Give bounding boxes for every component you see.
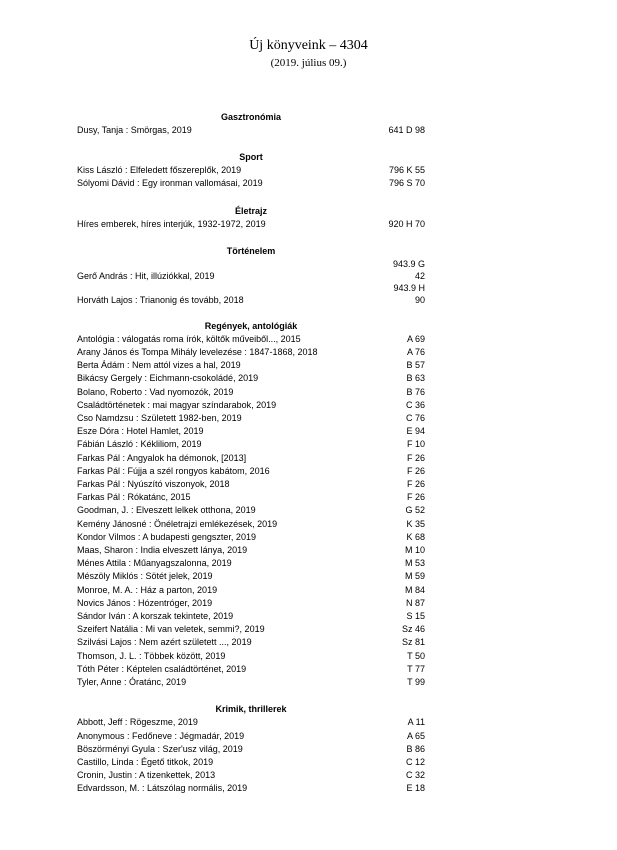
book-entry [77,177,425,190]
book-title: Híres emberek, híres interjúk, 1932-1972, 2019 [77,218,266,229]
section [77,110,425,137]
shelf-mark: T 99 [407,677,425,688]
book-entry [77,756,425,769]
book-title: Horváth Lajos : Trianonig és tovább, 2018 [77,294,244,305]
shelf-mark [393,282,425,306]
shelf-mark: C 36 [405,399,425,410]
book-entry [77,584,425,597]
shelf-mark: T 77 [407,663,425,674]
page-title: Új könyveink – 4304 [249,38,368,53]
shelf-mark: 796 K 55 [388,165,425,176]
book-title: Sándor Iván : A korszak tekintete, 2019 [77,611,234,622]
book-title: Arany János és Tompa Mihály levelezése : 1847-1868, 2018 [77,347,318,358]
book-title: Szilvási Lajos : Nem azért született ..., 2019 [77,637,252,648]
shelf-mark: C 12 [405,756,425,767]
section [77,319,425,689]
book-title: Bolano, Roberto : Vad nyomozók, 2019 [77,386,234,397]
book-list [77,110,425,809]
shelf-mark: F 10 [406,439,425,450]
book-entry [77,716,425,729]
book-entry [77,743,425,756]
book-title: Sólyomi Dávid : Egy ironman vallomásai, 2019 [77,178,263,189]
book-entry [77,504,425,517]
shelf-mark: C 32 [405,770,425,781]
book-title: Farkas Pál : Nyúszító viszonyok, 2018 [77,479,230,490]
shelf-mark: Sz 81 [401,637,425,648]
book-title: Cronin, Justin : A tizenkettek, 2013 [77,770,216,781]
book-title: Abbott, Jeff : Rögeszme, 2019 [77,717,198,728]
shelf-mark: Sz 46 [401,624,425,635]
shelf-mark: B 57 [406,360,425,371]
book-title: Gerő András : Hit, illúziókkal, 2019 [77,270,215,281]
book-title: Fábián László : Kékliliom, 2019 [77,439,202,450]
book-entry [77,452,425,465]
book-title: Goodman, J. : Elveszett lelkek otthona, 2019 [77,505,256,516]
shelf-mark: M 10 [404,545,425,556]
book-entry [77,491,425,504]
book-title: Ménes Attila : Műanyagszalonna, 2019 [77,558,232,569]
book-title: Böszörményi Gyula : Szer'usz világ, 2019 [77,743,243,754]
book-entry [77,346,425,359]
section-title: Gasztronómia [220,112,281,122]
book-title: Castillo, Linda : Égető titkok, 2019 [77,756,214,767]
book-title: Monroe, M. A. : Ház a parton, 2019 [77,584,218,595]
book-entry [77,478,425,491]
shelf-mark: B 86 [406,743,425,754]
shelf-mark: A 76 [406,347,425,358]
book-entry [77,386,425,399]
section-title: Krimik, thrillerek [215,704,287,715]
book-title: Szeifert Natália : Mi van veletek, semmi?, 2019 [77,624,265,635]
book-entry [77,531,425,544]
shelf-mark: S 15 [406,611,425,622]
shelf-mark: B 76 [406,386,425,397]
book-entry [77,636,425,649]
shelf-mark: F 26 [406,492,425,503]
book-entry [77,730,425,743]
section-title: Sport [239,152,263,163]
book-title: Dusy, Tanja : Smörgas, 2019 [77,125,192,135]
book-entry [77,610,425,623]
shelf-mark: F 26 [406,465,425,476]
section [77,204,425,231]
book-entry [77,518,425,531]
book-entry [77,663,425,676]
book-entry [77,623,425,636]
book-title: Novics János : Hózentróger, 2019 [77,597,213,608]
book-entry [77,359,425,372]
book-title: Kemény Jánosné : Önéletrajzi emlékezések, 2019 [77,518,278,529]
book-entry [77,438,425,451]
shelf-mark: B 63 [406,373,425,384]
shelf-mark: F 26 [406,452,425,463]
book-entry [77,570,425,583]
section-title: Történelem [226,245,276,256]
shelf-mark-line: 943.9 H [393,282,425,293]
book-entry [77,676,425,689]
book-title: Edvardsson, M. : Látszólag normális, 2019 [77,783,248,794]
book-entry [77,258,425,282]
book-entry [77,372,425,385]
shelf-mark: K 35 [406,518,425,529]
shelf-mark: M 53 [404,558,425,569]
section [77,150,425,190]
shelf-mark: C 76 [405,413,425,424]
shelf-mark: F 26 [406,479,425,490]
book-entry [77,650,425,663]
book-title: Farkas Pál : Angyalok ha démonok, [2013] [77,452,247,463]
book-entry [77,282,425,306]
shelf-mark: E 94 [406,426,425,437]
book-title: Cso Namdzsu : Született 1982-ben, 2019 [77,413,242,424]
shelf-mark-line: 943.9 G [392,258,425,269]
book-title: Tyler, Anne : Óratánc, 2019 [77,677,187,688]
book-title: Berta Ádám : Nem attól vizes a hal, 2019 [77,360,241,371]
book-title: Antológia : válogatás roma írók, költők műveiből..., 2015 [77,333,301,344]
page-subtitle-date: (2019. július 09.) [270,57,347,69]
shelf-mark-line: 42 [414,270,425,281]
book-entry [77,164,425,177]
section [77,244,425,306]
book-entry [77,333,425,346]
book-title: Kiss László : Elfeledett főszereplők, 2019 [77,165,242,176]
book-title: Családtörténetek : mai magyar színdarabok, 2019 [77,399,277,410]
book-entry [77,544,425,557]
book-entry [77,399,425,412]
shelf-mark: M 84 [404,584,425,595]
shelf-mark: 920 H 70 [388,218,425,229]
shelf-mark: 796 S 70 [388,178,425,189]
book-entry [77,769,425,782]
section [77,702,425,795]
book-title: Anonymous : Fedőneve : Jégmadár, 2019 [77,730,245,741]
shelf-mark: 641 D 98 [388,125,425,135]
shelf-mark: E 18 [406,783,425,794]
book-entry [77,412,425,425]
shelf-mark: N 87 [405,597,425,608]
book-title: Esze Dóra : Hotel Hamlet, 2019 [77,426,204,437]
shelf-mark: K 68 [406,531,425,542]
book-title: Bikácsy Gergely : Eichmann-csokoládé, 2019 [77,373,259,384]
book-title: Maas, Sharon : India elveszett lánya, 2019 [77,545,248,556]
shelf-mark: A 65 [406,730,425,741]
book-entry [77,597,425,610]
book-title: Thomson, J. L. : Többek között, 2019 [77,650,226,661]
book-entry [77,425,425,438]
book-entry [77,124,425,137]
book-title: Kondor Vilmos : A budapesti gengszter, 2019 [77,531,256,542]
shelf-mark: M 59 [404,571,425,582]
shelf-mark: A 11 [407,717,425,728]
book-title: Farkas Pál : Rókatánc, 2015 [77,492,191,503]
section-title: Regények, antológiák [204,320,298,331]
book-title: Tóth Péter : Képtelen családtörténet, 2019 [77,663,247,674]
shelf-mark: G 52 [405,505,425,516]
shelf-mark [393,258,425,282]
section-title: Életrajz [234,205,267,216]
book-title: Farkas Pál : Fújja a szél rongyos kabátom, 2016 [77,465,270,476]
shelf-mark: A 69 [406,333,425,344]
shelf-mark-line: 90 [414,294,425,305]
book-title: Mészöly Miklós : Sötét jelek, 2019 [77,571,213,582]
book-entry [77,782,425,795]
book-entry [77,218,425,231]
book-entry [77,465,425,478]
book-entry [77,557,425,570]
shelf-mark: T 50 [407,650,425,661]
